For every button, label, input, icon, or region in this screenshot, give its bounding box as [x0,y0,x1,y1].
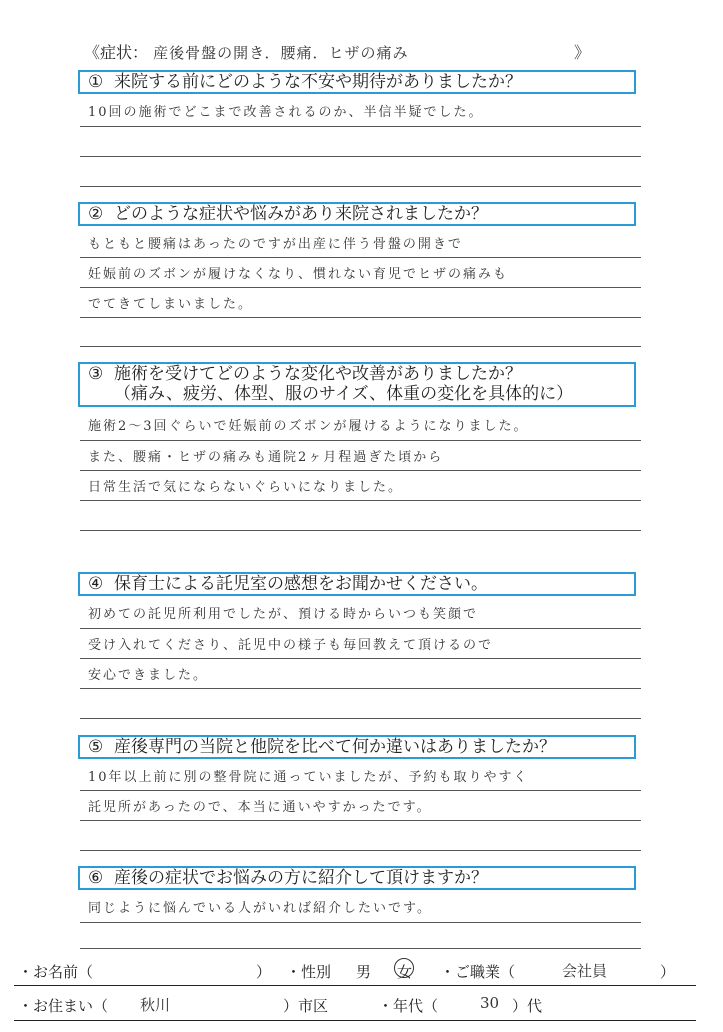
answer-4-line-3: 安心できました。 [88,668,209,683]
question-5-box [78,735,636,759]
question-number: ① [88,72,104,92]
question-number: ⑤ [88,737,104,757]
question-4-box [78,572,636,596]
answer-5-line-1: 10年以上前に別の整骨院に通っていましたが、予約も取りやすく [88,770,529,785]
footer-rule [14,985,696,986]
answer-rule [80,186,641,187]
job-value: 会社員 [562,962,608,980]
answer-rule [80,317,641,318]
address-value: 秋川 [140,996,171,1014]
answer-rule [80,718,641,719]
answer-rule [80,287,641,288]
footer-rule [14,1020,696,1021]
answer-3-line-2: また、腰痛・ヒザの痛みも通院2ヶ月程過ぎた頃から [88,450,444,465]
age-label: ・年代（ [378,997,439,1015]
name-close: ） [256,963,272,981]
gender-female: 女 [397,963,413,981]
answer-rule [80,126,641,127]
answer-rule [80,850,641,851]
question-text: 産後の症状でお悩みの方に紹介して頂けますか？ [114,868,488,888]
answer-rule [80,658,641,659]
question-text: 来院する前にどのような不安や期待がありましたか？ [114,72,522,92]
question-6-box [78,866,636,890]
question-text: 施術を受けてどのような変化や改善がありましたか？ [114,364,522,384]
answer-1-line-1: 10回の施術でどこまで改善されるのか、半信半疑でした。 [88,105,484,120]
symptom-value: 産後骨盤の開き．腰痛．ヒザの痛み [153,44,409,62]
gender-male: 男 [356,963,372,981]
question-text: どのような症状や悩みがあり来院されましたか？ [114,204,488,224]
question-text: 保育士による託児室の感想をお聞かせください。 [114,574,488,594]
symptom-prefix: 《症状： [84,43,149,62]
address-label: ・お住まい（ [18,997,109,1015]
answer-3-line-3: 日常生活で気にならないぐらいになりました。 [88,480,404,495]
question-number: ③ [88,364,104,384]
question-number: ④ [88,574,104,594]
answer-2-line-3: でてきてしまいました。 [88,297,254,312]
answer-rule [80,790,641,791]
age-value: 30 [480,994,500,1012]
question-text: 産後専門の当院と他院を比べて何か違いはありましたか？ [114,737,556,757]
answer-rule [80,948,641,949]
answer-2-line-1: もともと腰痛はあったのですが出産に伴う骨盤の開きで [88,237,463,252]
job-label: ・ご職業（ [440,963,516,981]
question-3-box [78,362,636,407]
answer-rule [80,440,641,441]
job-close: ） [660,963,676,981]
answer-rule [80,922,641,923]
answer-rule [80,530,641,531]
answer-rule [80,628,641,629]
answer-4-line-2: 受け入れてくださり、託児中の様子も毎回教えて頂けるので [88,638,494,653]
question-number: ⑥ [88,868,104,888]
answer-6-line-1: 同じように悩んでいる人がいれば紹介したいです。 [88,901,432,916]
address-close: ）市区 [283,997,329,1015]
name-label: ・お名前（ [18,963,94,981]
answer-rule [80,257,641,258]
question-1-box [78,70,636,94]
answer-4-line-1: 初めての託児所利用でしたが、預ける時からいつも笑顔で [88,607,479,622]
answer-5-line-2: 託児所があったので、本当に通いやすかったです。 [88,800,432,815]
answer-rule [80,346,641,347]
symptom-header [84,40,604,66]
answer-rule [80,156,641,157]
question-number: ② [88,204,104,224]
gender-label: ・性別 [286,963,332,981]
symptom-suffix: 》 [574,43,591,62]
answer-rule [80,820,641,821]
answer-rule [80,470,641,471]
answer-3-line-1: 施術2〜3回ぐらいで妊娠前のズボンが履けるようになりました。 [88,419,529,434]
age-close: ）代 [512,997,543,1015]
question-subtext: （痛み、疲労、体型、服のサイズ、体重の変化を具体的に） [114,384,574,404]
question-2-box [78,202,636,226]
answer-2-line-2: 妊娠前のズボンが履けなくなり、慣れない育児でヒザの痛みも [88,267,509,282]
answer-rule [80,500,641,501]
answer-rule [80,688,641,689]
